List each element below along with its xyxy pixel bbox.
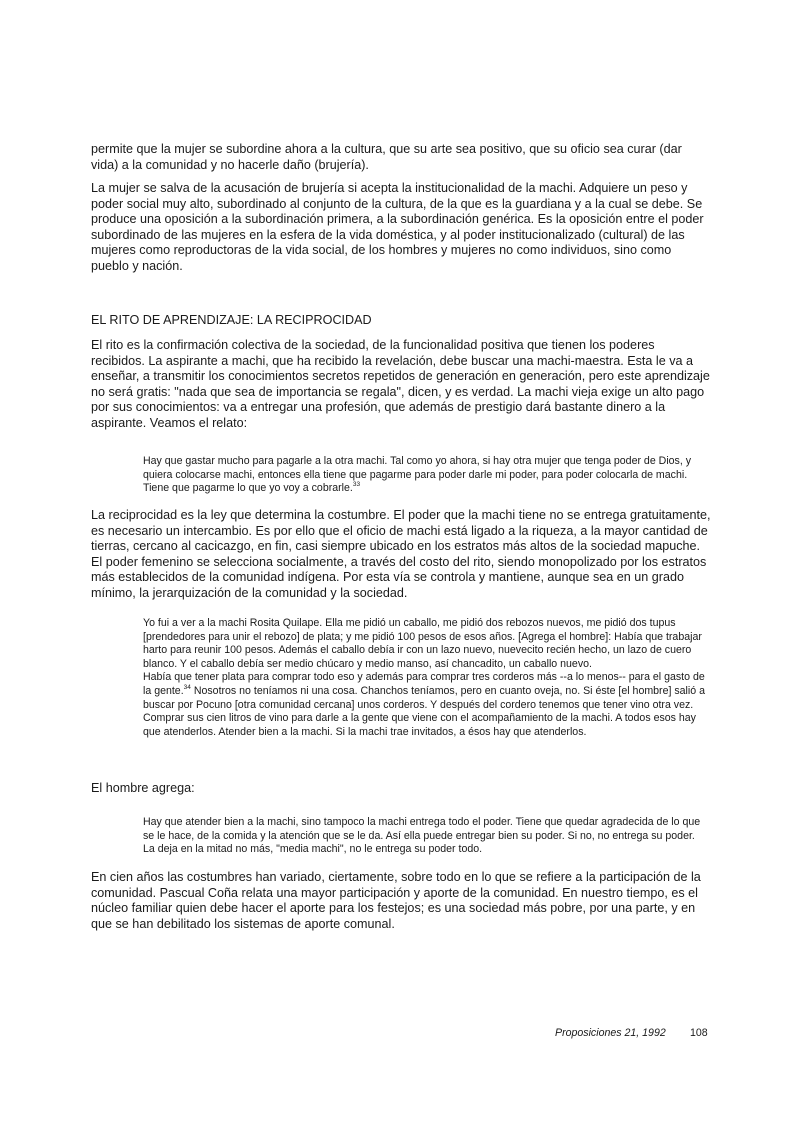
paragraph-6: En cien años las costumbres han variado, ciertamente, sobre todo en lo que se refiere a la participación de la comunidad. Pascual Coña relata una mayor participación y aporte de la comunidad. En nuestro tiempo, es el núcleo familiar quien debe hacer el aporte para los festejos; es una sociedad más pobre, por una parte, y en que se han debilitado los sistemas de aporte comunal. <box>91 870 701 931</box>
paragraph-1: permite que la mujer se subordine ahora a la cultura, que su arte sea positivo, que su oficio sea curar (dar vida) a la comunidad y no hacerle daño (brujería). <box>91 142 682 172</box>
quote-2-part-2-b: Nosotros no teníamos ni una cosa. Chanchos teníamos, pero en cuanto oveja, no. Si éste [el hombre] salió a buscar por Pocuno [otra comunidad cercana] unos corderos. Y después del cordero tenemos que tener vino otra vez. Comprar sus cien litros de vino para darle a la gente que viene con el acompañamiento de la machi. A todos esos hay que atenderlos. Atender bien a la machi. Si la machi trae invitados, a ésos hay que atenderlos. <box>143 684 705 738</box>
paragraph-2: La mujer se salva de la acusación de brujería si acepta la institucionalidad de la machi. Adquiere un peso y poder social muy alto, subordinado al conjunto de la cultura, de la que es la guardiana y a la cual se debe. Se produce una oposición a la subordinación primera, a la subordinación genérica. Es la oposición entre el poder subordinado de las mujeres en la esfera de la vida doméstica, y al poder institucionalizado (cultural) de las mujeres como reproductoras de la vida social, de los hombres y mujeres no como individuos, sino como pueblo y nación. <box>91 181 704 273</box>
footnote-ref-33: 33 <box>352 481 361 489</box>
block-quote-3: Hay que atender bien a la machi, sino tampoco la machi entrega todo el poder. Tiene que quedar agradecida de lo que se le hace, de la comida y la atención que se le da. Así ella puede entregar bien su poder. Si no, no entrega su poder. La deja en la mitad no más, "media machi", no le entrega su poder todo. <box>143 816 701 856</box>
page-number: 108 <box>690 1027 708 1039</box>
quote-2-part-2-a: Había que tener plata para comprar todo eso y además para comprar tres corderos más --a lo menos-- para el gasto de la gente. <box>143 671 705 697</box>
quote-2-part-1: Yo fui a ver a la machi Rosita Quilape. Ella me pidió un caballo, me pidió dos rebozos nuevos, me pidió dos tupus [prendedores para unir el rebozo] de plata; y me pidió 100 pesos de esos años. [Agrega el hombre]: Había que trabajar harto para reunir 100 pesos. Además el caballo debía ir con un lazo nuevo, nuevecito recién hecho, un lazo de cuero blanco. Y el caballo debía ser medio chúcaro y medio manso, así chancadito, un caballo nuevo. <box>143 617 702 670</box>
quote-1-text: Hay que gastar mucho para pagarle a la otra machi. Tal como yo ahora, si hay otra mujer que tenga poder de Dios, y quiera colocarse machi, entonces ella tiene que pagarme para poder darle mi poder, para poder colocarla de machi. Tiene que pagarme lo que yo voy a cobrarle. <box>143 455 692 495</box>
block-quote-1 <box>143 455 709 496</box>
section-heading: EL RITO DE APRENDIZAJE: LA RECIPROCIDAD <box>91 313 372 327</box>
quote-2-part-2 <box>143 671 709 739</box>
paragraph-3: El rito es la confirmación colectiva de la sociedad, de la funcionalidad positiva que tienen los poderes recibidos. La aspirante a machi, que ha recibido la revelación, debe buscar una machi-maestra. Esta le va a enseñar, a transmitir los conocimientos secretos repetidos de generación en generación, pero este aprendizaje no será gratis: "nada que sea de importancia se regala", dicen, y es verdad. La machi vieja exige un alto pago por sus conocimientos: va a entregar una profesión, que además de prestigio dará bastante dinero a la aspirante. Veamos el relato: <box>91 338 710 430</box>
paragraph-4: La reciprocidad es la ley que determina la costumbre. El poder que la machi tiene no se entrega gratuitamente, es necesario un intercambio. Es por ello que el oficio de machi está ligado a la riqueza, a la mayor cantidad de tierras, cercano al cacicazgo, en fin, casi siempre ubicado en los estratos más altos de la sociedad mapuche. El poder femenino se selecciona socialmente, a través del costo del rito, siendo monopolizado por los estratos más establecidos de la comunidad indígena. Por esta vía se controla y mantiene, aunque sea en un grado mínimo, la jerarquización de la comunidad y la sociedad. <box>91 508 711 600</box>
block-quote-2 <box>143 617 709 739</box>
footnote-ref-34: 34 <box>183 683 191 691</box>
paragraph-5: El hombre agrega: <box>91 781 195 795</box>
footer-source: Proposiciones 21, 1992 <box>555 1027 666 1039</box>
